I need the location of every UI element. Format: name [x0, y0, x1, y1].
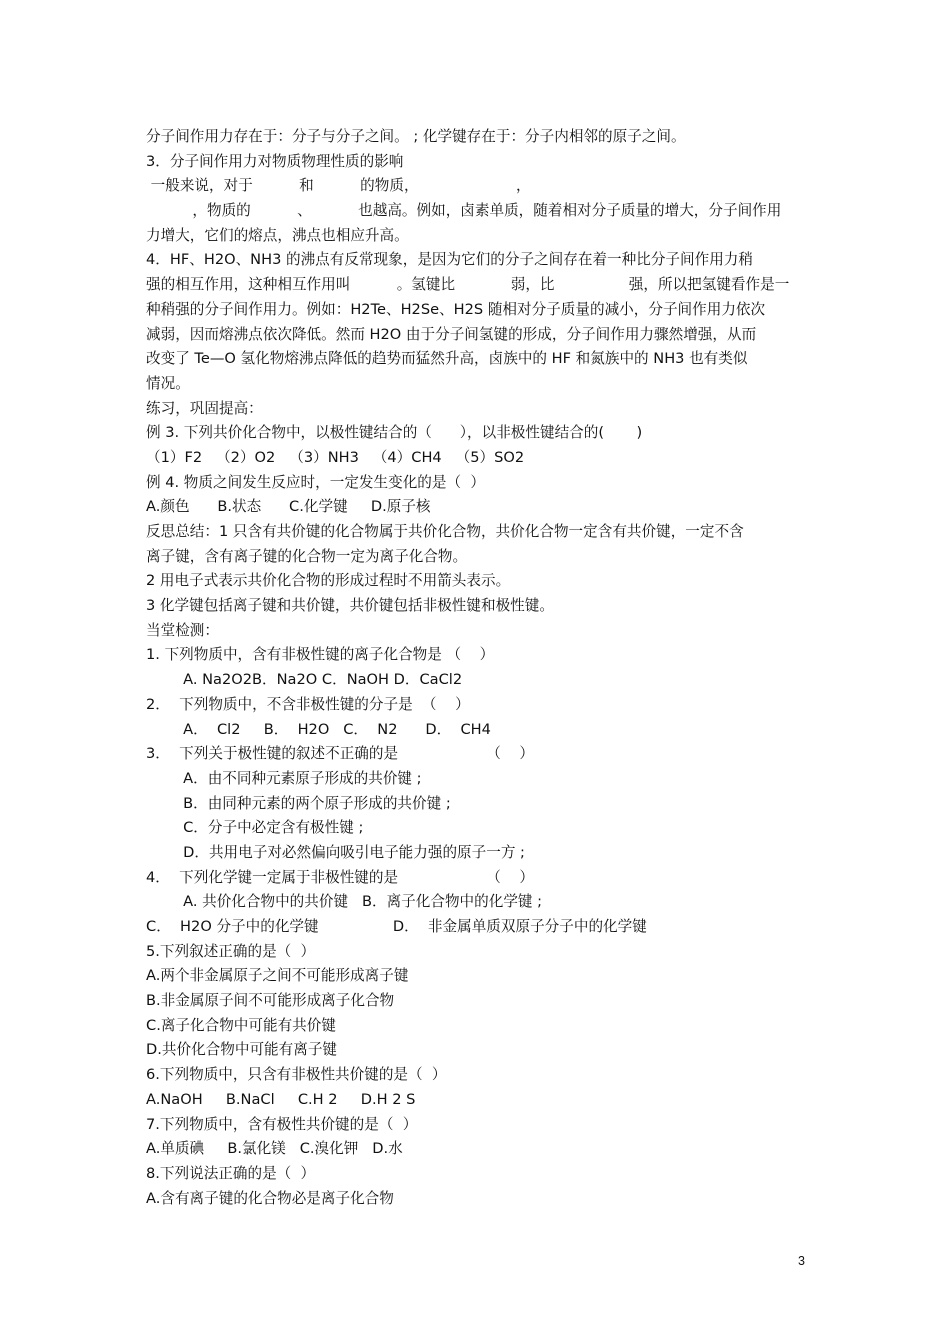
- question: 1. 下列物质中，含有非极性键的离子化合物是 （ ）: [146, 646, 495, 664]
- summary-line: 反思总结：1 只含有共价键的化合物属于共价化合物，共价化合物一定含有共价键，一定不含: [146, 523, 744, 540]
- section-heading: 3．分子间作用力对物质物理性质的影响: [146, 152, 404, 170]
- document-body: [146, 125, 810, 1211]
- summary-line: 离子键，含有离子键的化合物一定为离子化合物。: [146, 547, 468, 565]
- text-line: 强的相互作用，这种相互作用叫 。氢键比 弱，比 强，所以把氢键看作是一: [146, 276, 790, 294]
- question: 5.下列叙述正确的是（ ）: [146, 942, 316, 960]
- text-line: 一般来说，对于 和 的物质， ，: [146, 177, 531, 195]
- question: 4． 下列化学键一定属于非极性键的是 （ ）: [146, 868, 534, 886]
- text-line: 减弱，因而熔沸点依次降低。然而 H2O 由于分子间氢键的形成，分子间作用力骤然增强，从而: [146, 325, 757, 343]
- section-heading: 练习，巩固提高：: [146, 399, 263, 417]
- question-option: D．共用电子对必然偏向吸引电子能力强的原子一方 ;: [146, 843, 525, 861]
- section-heading: 当堂检测：: [146, 621, 219, 639]
- text-line: 情况。: [146, 374, 190, 392]
- question: 7.下列物质中，含有极性共价键的是（ ）: [146, 1115, 418, 1133]
- question: 8.下列说法正确的是（ ）: [146, 1164, 316, 1182]
- example-options: A.颜色 B.状态 C.化学键 D.原子核: [146, 498, 431, 516]
- example-question: 例 3. 下列共价化合物中，以极性键结合的（ ），以非极性键结合的( ): [146, 424, 643, 442]
- question-option: C．分子中必定含有极性键 ;: [146, 819, 364, 837]
- text-line: 改变了 Te—O 氢化物熔沸点降低的趋势而猛然升高，卤族中的 HF 和氮族中的 NH3 也有类似: [146, 350, 748, 368]
- question-option: A.两个非金属原子之间不可能形成离子键: [146, 967, 409, 985]
- example-options: （1）F2 （2）O2 （3）NH3 （4）CH4 （5）SO2: [146, 448, 525, 466]
- question-option: B.非金属原子间不可能形成离子化合物: [146, 992, 395, 1010]
- question-option: D.共价化合物中可能有离子键: [146, 1041, 338, 1059]
- summary-line: 3 化学键包括离子键和共价键，共价键包括非极性键和极性键。: [146, 597, 554, 615]
- text-line: 4．HF、H2O、NH3 的沸点有反常现象，是因为它们的分子之间存在着一种比分子间作用力稍: [146, 251, 753, 269]
- text-line: 分子间作用力存在于：分子与分子之间。 ; 化学键存在于：分子内相邻的原子之间。: [146, 128, 686, 145]
- question-option: A．由不同种元素原子形成的共价键 ;: [146, 769, 422, 787]
- question-options: A.NaOH B.NaCl C.H 2 D.H 2 S: [146, 1090, 416, 1108]
- question: 2． 下列物质中，不含非极性键的分子是 （ ）: [146, 695, 470, 713]
- page-number: 3: [798, 1254, 805, 1268]
- question: 3． 下列关于极性键的叙述不正确的是 （ ）: [146, 745, 534, 763]
- text-line: ，物质的 、 也越高。例如，卤素单质，随着相对分子质量的增大，分子间作用: [146, 202, 782, 220]
- question-option: C.离子化合物中可能有共价键: [146, 1016, 336, 1034]
- question-options: A． Cl2 B． H2O C． N2 D． CH4: [146, 720, 491, 738]
- question-options: C． H2O 分子中的化学键 D． 非金属单质双原子分子中的化学键: [146, 918, 647, 935]
- text-line: 种稍强的分子间作用力。例如：H2Te、H2Se、H2S 随相对分子质量的减小，分子间作用力依次: [146, 300, 766, 318]
- question-option: A.含有离子键的化合物必是离子化合物: [146, 1189, 394, 1207]
- question-options: A.单质碘 B.氯化镁 C.溴化钾 D.水: [146, 1140, 403, 1158]
- question: 6.下列物质中，只含有非极性共价键的是（ ）: [146, 1066, 447, 1084]
- text-line: 力增大，它们的熔点，沸点也相应升高。: [146, 226, 409, 244]
- summary-line: 2 用电子式表示共价化合物的形成过程时不用箭头表示。: [146, 572, 511, 590]
- example-question: 例 4. 物质之间发生反应时，一定发生变化的是（ ）: [146, 473, 485, 491]
- question-options: A. Na2O2B．Na2O C．NaOH D．CaCl2: [146, 671, 463, 689]
- question-option: B．由同种元素的两个原子形成的共价键 ;: [146, 794, 451, 812]
- question-options: A. 共价化合物中的共价键 B．离子化合物中的化学键 ;: [146, 893, 543, 911]
